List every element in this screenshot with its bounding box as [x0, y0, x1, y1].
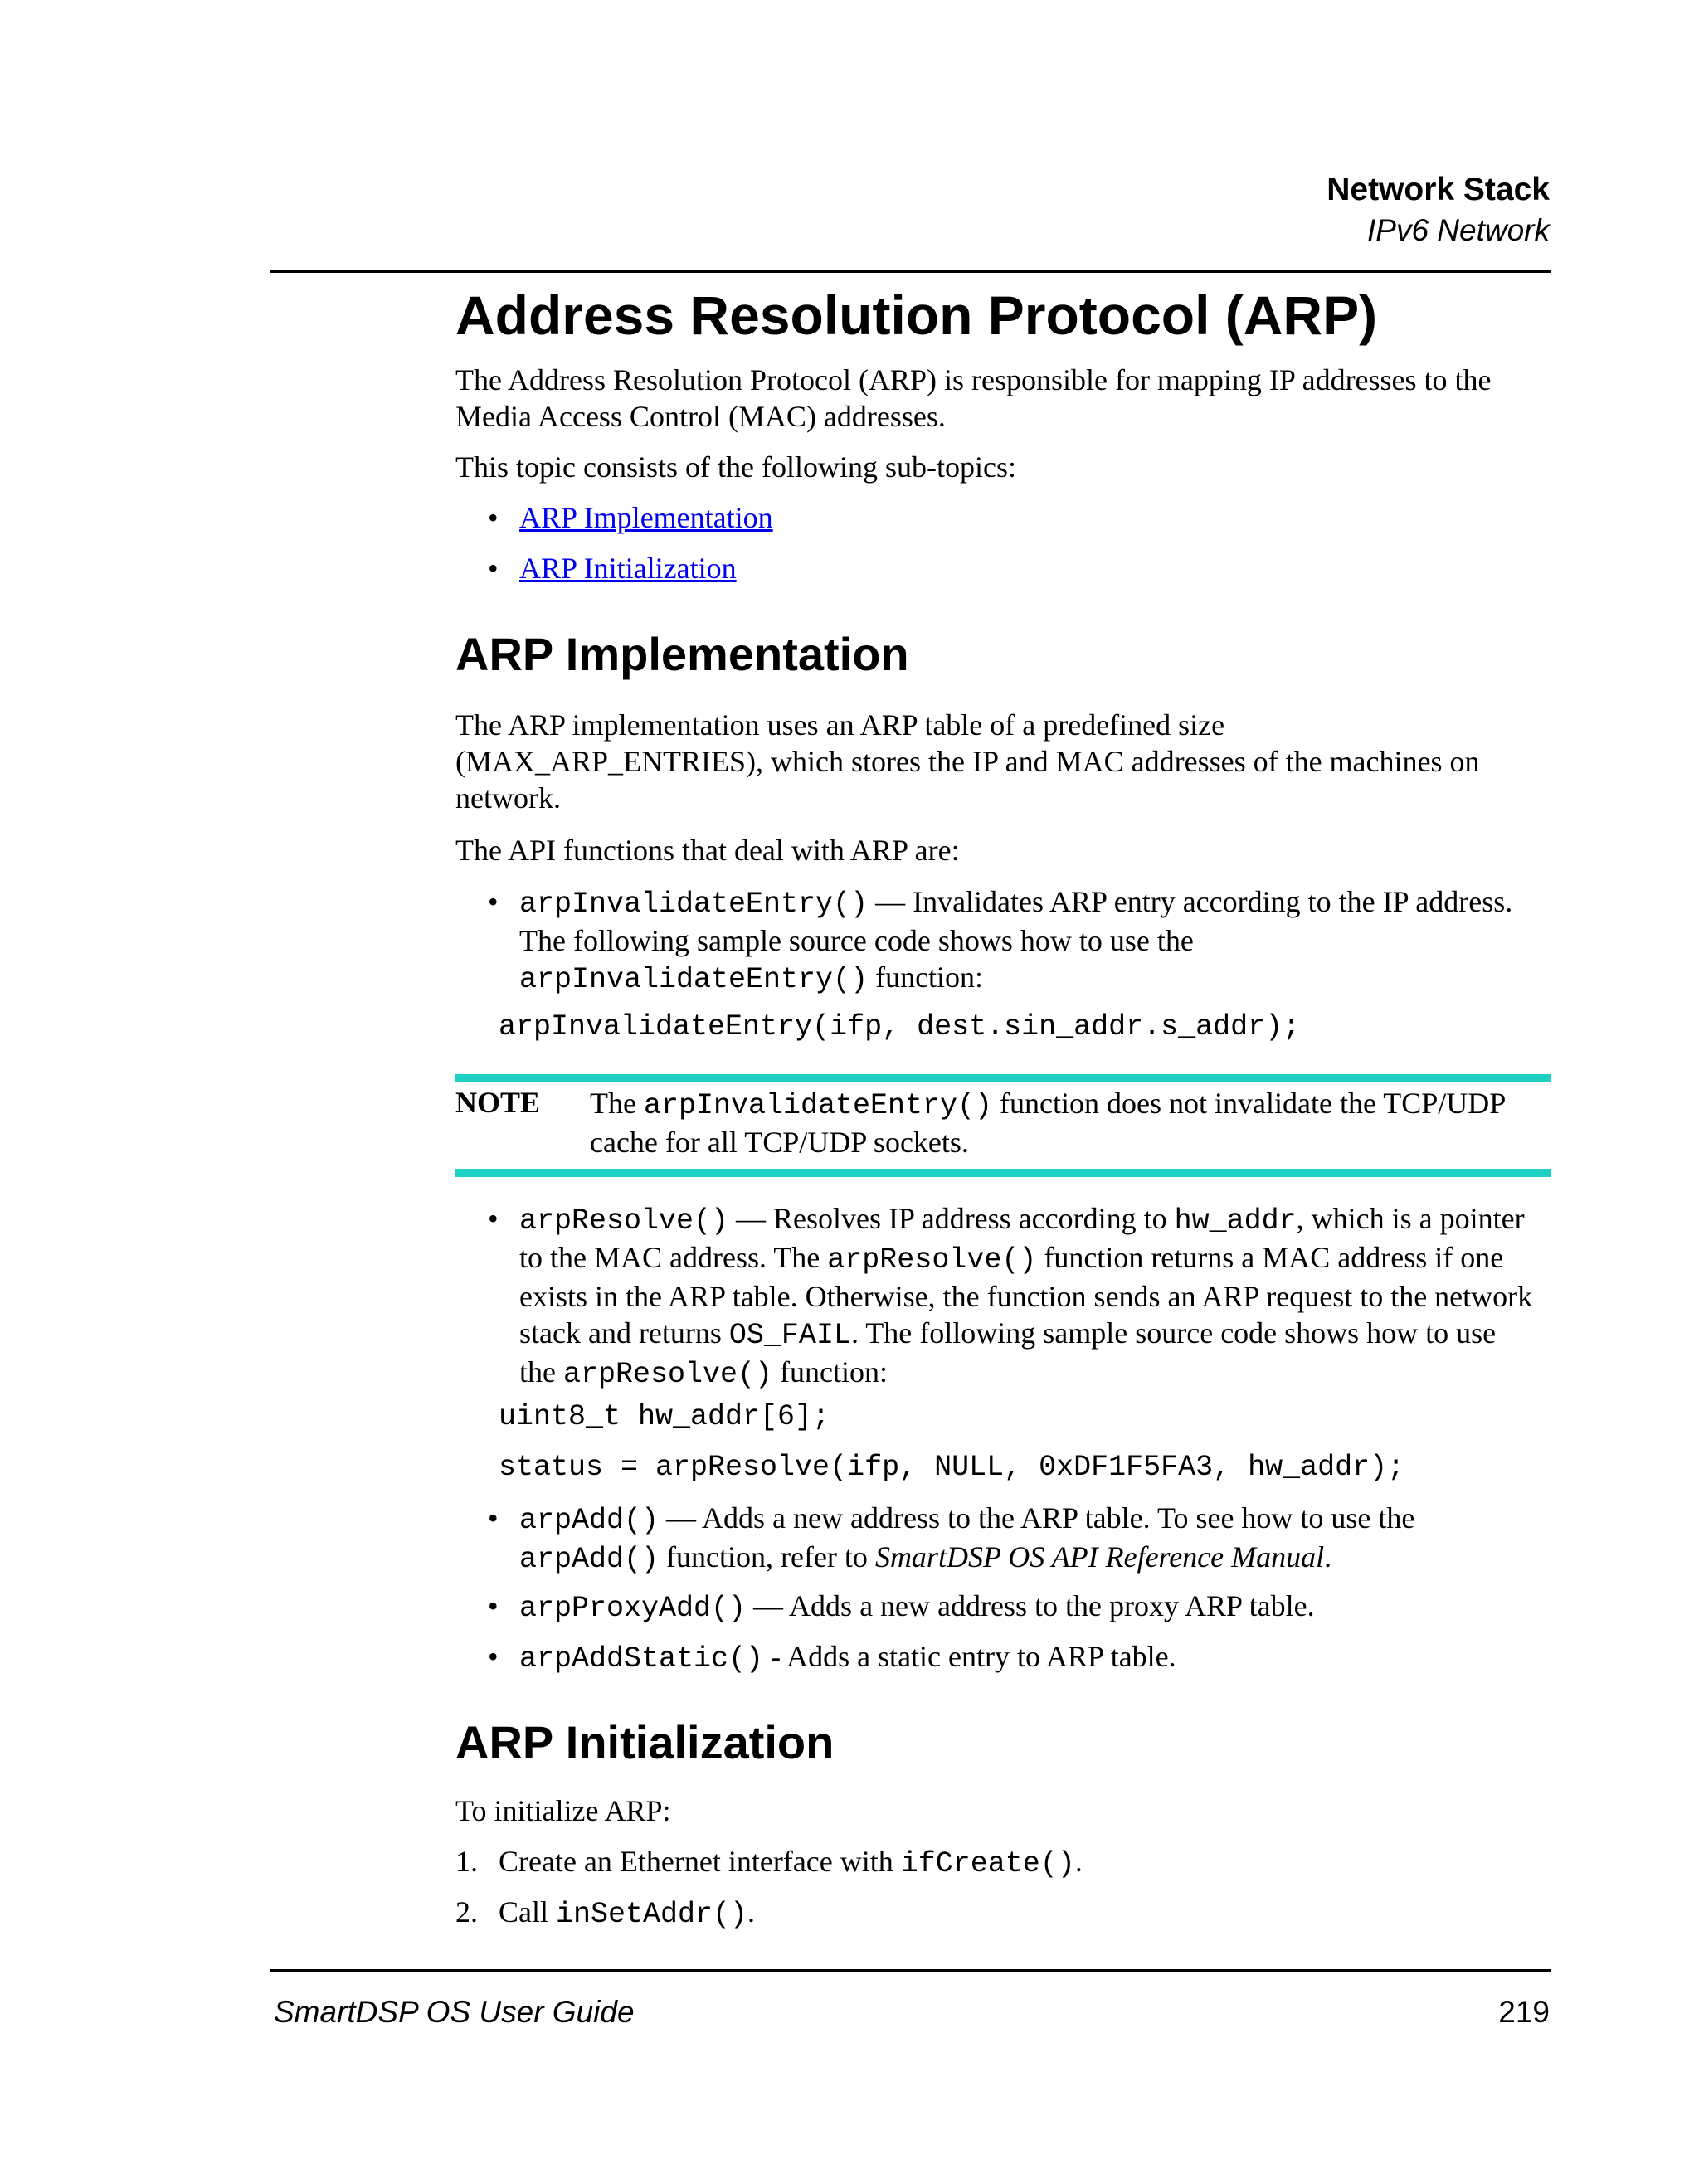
- page-number: 219: [1498, 1995, 1550, 2029]
- note-label: NOTE: [455, 1086, 541, 1119]
- bullet: •: [488, 501, 499, 534]
- bullet: •: [488, 885, 499, 918]
- section-heading-initialization: ARP Initialization: [455, 1716, 835, 1768]
- chapter-title: Network Stack: [1327, 172, 1550, 207]
- note-top-rule: [455, 1074, 1551, 1082]
- link-arp-initialization[interactable]: ARP Initialization: [519, 552, 737, 585]
- init-intro: To initialize ARP:: [455, 1794, 671, 1827]
- footer-guide-title: SmartDSP OS User Guide: [274, 1995, 635, 2029]
- footer-rule: [270, 1969, 1551, 1972]
- bullet: •: [488, 1589, 499, 1622]
- bullet: •: [488, 1202, 499, 1235]
- impl-paragraph: The ARP implementation uses an ARP table of a predefined size (MAX_ARP_ENTRIES), which stores the IP and MAC addresses of the machines on network.: [455, 708, 1480, 815]
- bullet: •: [488, 1501, 499, 1535]
- bullet-arpInvalidateEntry: arpInvalidateEntry() — Invalidates ARP entry according to the IP address. The following sample source code shows how to use the arpInvalidateEntry() function:: [519, 885, 1513, 996]
- link-arp-implementation[interactable]: ARP Implementation: [519, 501, 773, 534]
- bullet: •: [488, 552, 499, 585]
- step-2: Call inSetAddr().: [499, 1895, 756, 1931]
- bullet: •: [488, 1640, 499, 1673]
- bullet-arpAdd: arpAdd() — Adds a new address to the ARP table. To see how to use the arpAdd() function, refer to SmartDSP OS API Reference Manual.: [519, 1501, 1415, 1576]
- step-number: 1.: [455, 1845, 478, 1878]
- code-sample-invalidate: arpInvalidateEntry(ifp, dest.sin_addr.s_addr);: [499, 1010, 1301, 1043]
- code-sample-resolve: status = arpResolve(ifp, NULL, 0xDF1F5FA3, hw_addr);: [499, 1451, 1405, 1484]
- page-title: Address Resolution Protocol (ARP): [455, 285, 1378, 346]
- api-intro: The API functions that deal with ARP are:: [455, 834, 960, 867]
- step-1: Create an Ethernet interface with ifCreate().: [499, 1845, 1083, 1880]
- note-text: The arpInvalidateEntry() function does not invalidate the TCP/UDP cache for all TCP/UDP sockets.: [590, 1087, 1507, 1159]
- section-heading-implementation: ARP Implementation: [455, 628, 909, 680]
- bullet-arpResolve: arpResolve() — Resolves IP address according to hw_addr, which is a pointer to the MAC address. The arpResolve() function returns a MAC address if one exists in the ARP table. Otherwise, the function sends an ARP request to the network stack and returns OS_FAIL. The following sample source code shows how to use the arpResolve() function:: [519, 1202, 1533, 1391]
- code-sample-hwaddr: uint8_t hw_addr[6];: [499, 1400, 830, 1433]
- step-number: 2.: [455, 1895, 478, 1929]
- section-title: IPv6 Network: [1366, 213, 1550, 247]
- subtopics-intro: This topic consists of the following sub-topics:: [455, 450, 1016, 484]
- bullet-arpAddStatic: arpAddStatic() - Adds a static entry to ARP table.: [519, 1640, 1176, 1676]
- intro-paragraph: The Address Resolution Protocol (ARP) is responsible for mapping IP addresses to the Media Access Control (MAC) addresses.: [455, 363, 1492, 433]
- note-bottom-rule: [455, 1169, 1551, 1177]
- bullet-arpProxyAdd: arpProxyAdd() — Adds a new address to the proxy ARP table.: [519, 1589, 1315, 1625]
- header-rule: [270, 270, 1551, 273]
